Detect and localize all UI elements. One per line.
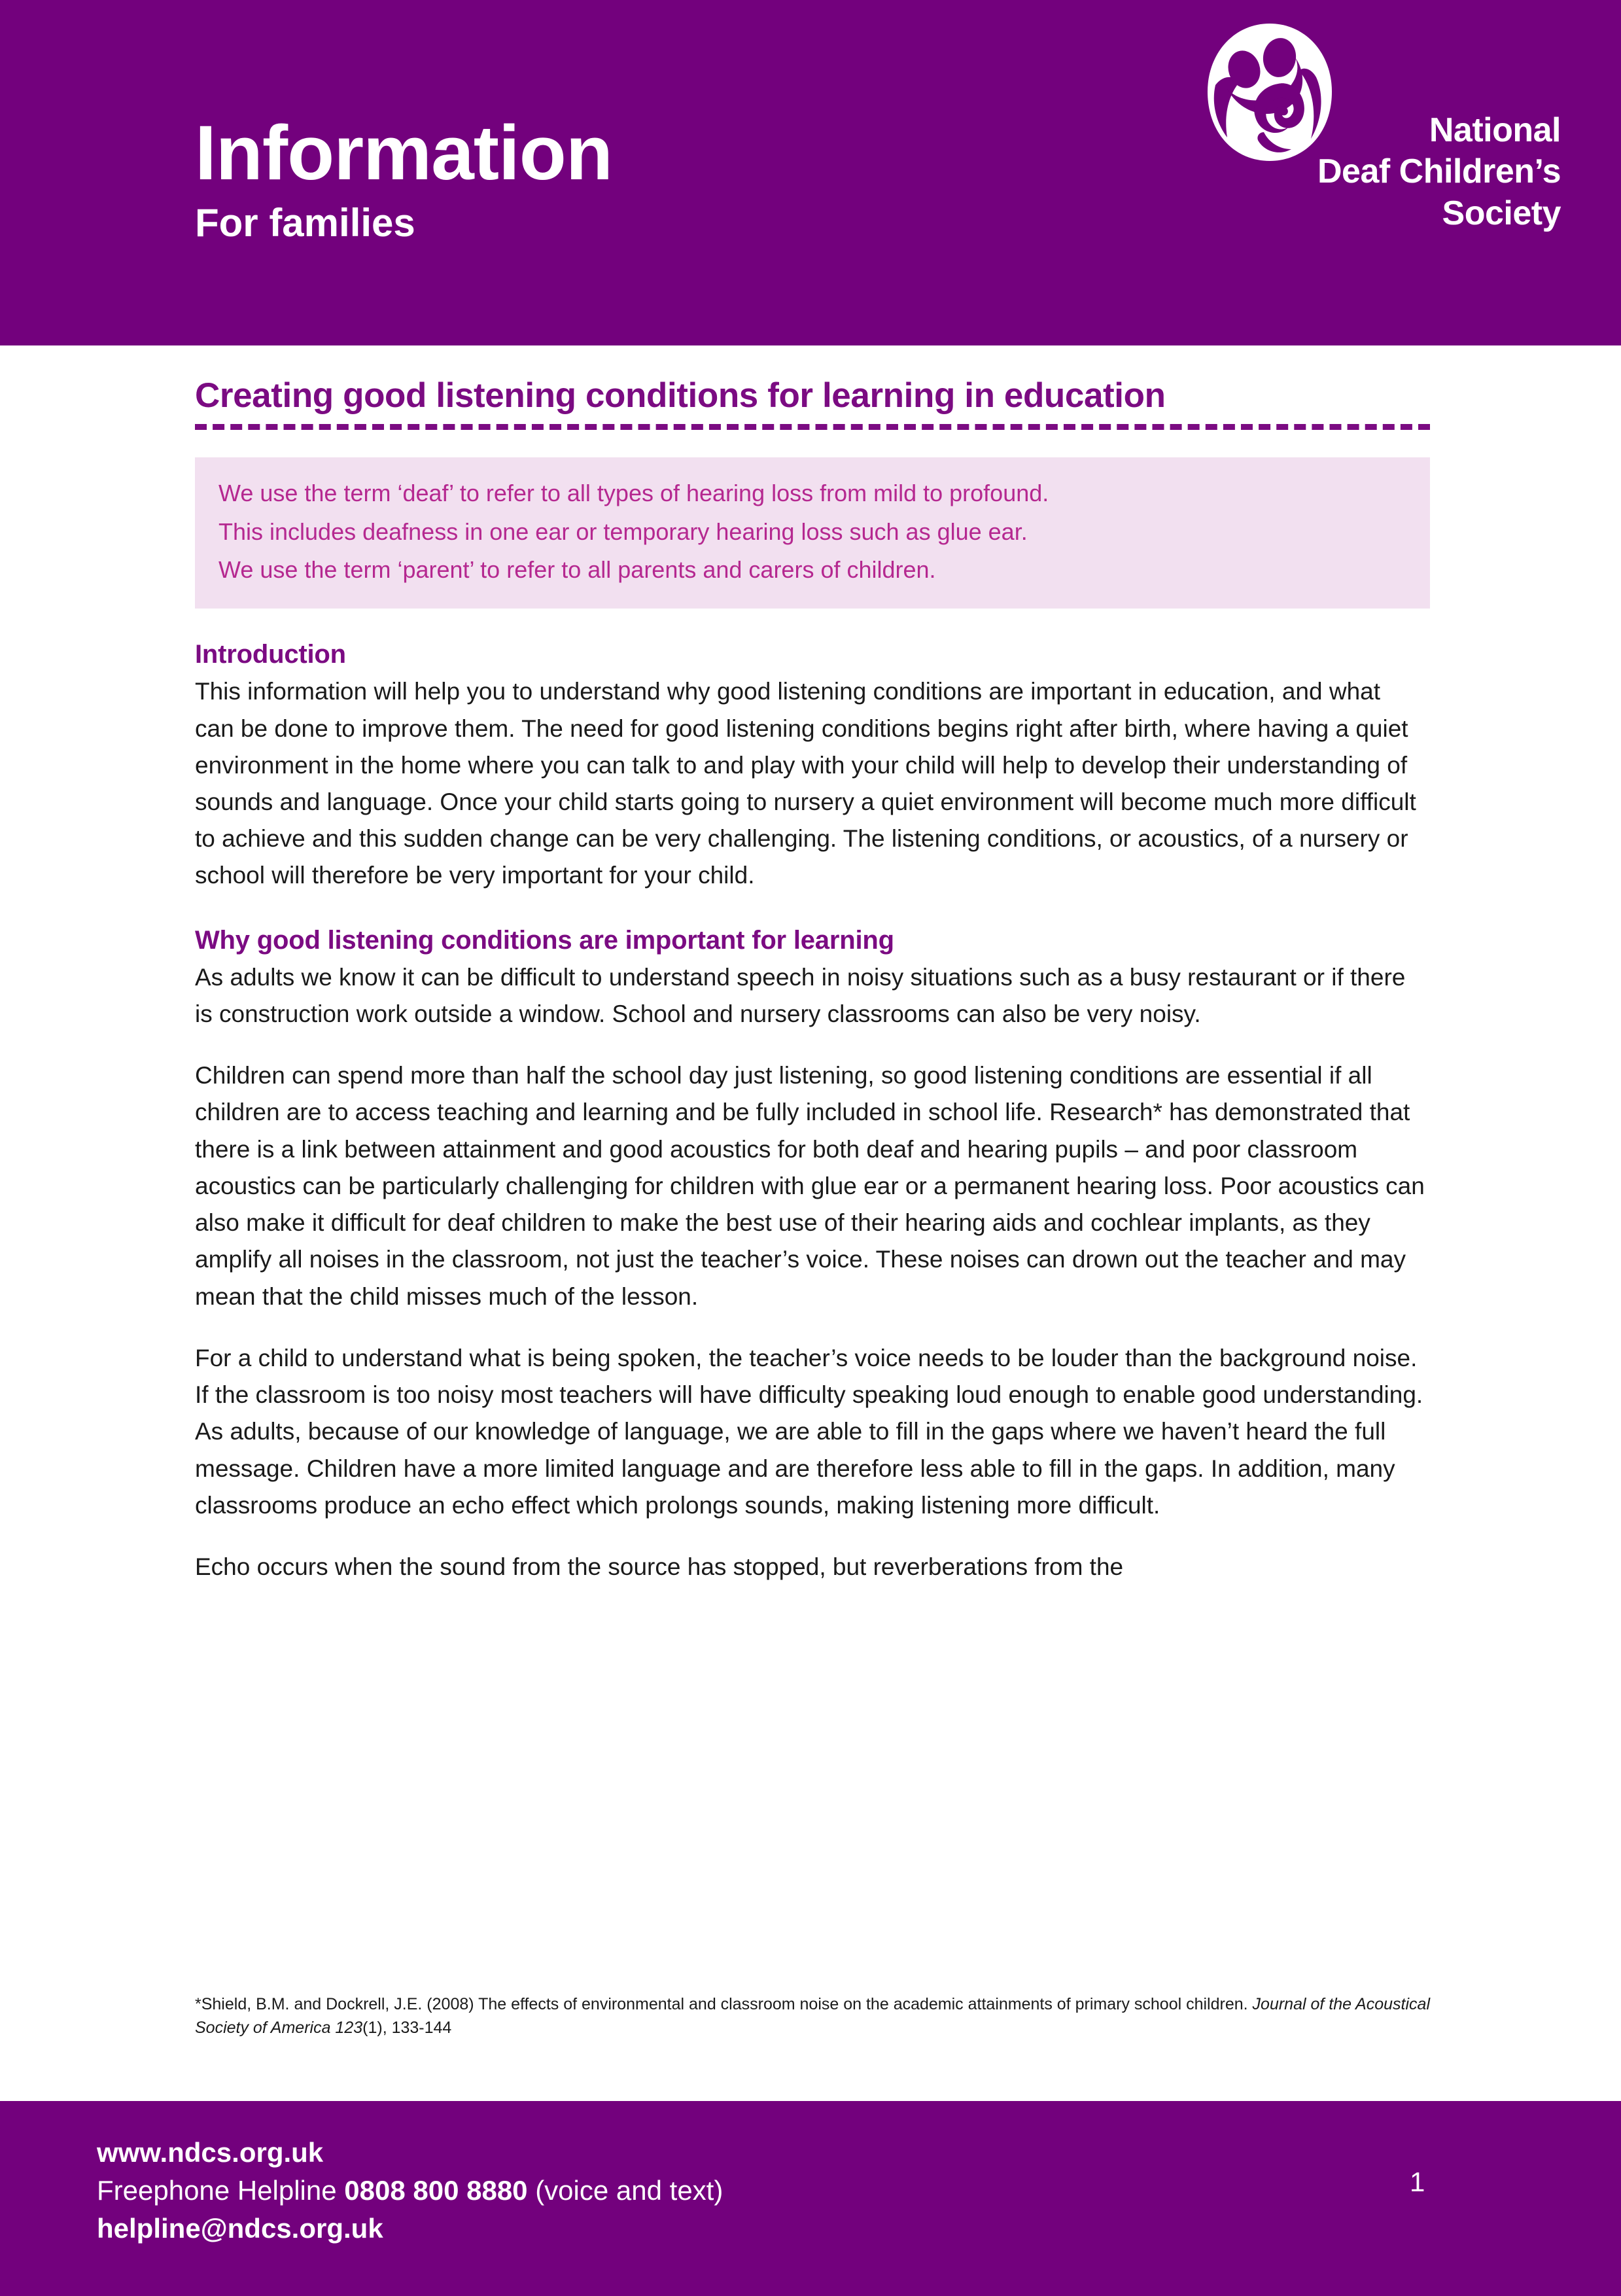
footer-helpline-line	[97, 2172, 723, 2210]
footer-website-url[interactable]: www.ndcs.org.uk	[97, 2137, 324, 2168]
header-title-group	[195, 110, 612, 245]
footer-helpline-label: Freephone Helpline	[97, 2174, 345, 2206]
footer-banner	[0, 2101, 1621, 2296]
terminology-note-box	[195, 457, 1430, 609]
footnote-text-part-2: (1), 133-144	[362, 2019, 452, 2038]
paragraph: As adults we know it can be difficult to understand speech in noisy situations such as a busy restaurant or if there is construction work outside a window. School and nursery classrooms can also be very noisy.	[195, 963, 1406, 1027]
footnote-reference	[195, 1992, 1431, 2040]
footer-helpline-suffix: (voice and text)	[527, 2174, 723, 2206]
paragraph: Children can spend more than half the school day just listening, so good listening conditions are essential if all children are to access teaching and learning and be fully included in school life. Research* has demonstrated that there is a link between attainment and good acoustics for both deaf and hearing pupils – and poor classroom acoustics can be particularly challenging for children with glue ear or a permanent hearing loss. Poor acoustics can also make it difficult for deaf children to make the best use of their hearing aids and cochlear implants, as they amplify all noises in the classroom, not just the teacher’s voice. These noises can drown out the teacher and may mean that the child misses much of the lesson.	[195, 1062, 1425, 1310]
paragraph: This information will help you to understand why good listening conditions are important in education, and what can be done to improve them. The need for good listening conditions begins right after birth, where having a quiet environment in the home where you can talk to and play with your child will help to develop their understanding of sounds and language. Once your child starts going to nursery a quiet environment will become much more difficult to achieve and this sudden change can be very challenging. The listening conditions, or acoustics, of a nursery or school will therefore be very important for your child.	[195, 678, 1416, 889]
title-dotted-divider	[195, 424, 1430, 430]
publication-audience-subtitle: For families	[195, 201, 415, 245]
footer-email-address[interactable]: helpline@ndcs.org.uk	[97, 2212, 383, 2244]
paragraph: For a child to understand what is being spoken, the teacher’s voice needs to be louder than the background noise. If the classroom is too noisy most teachers will have difficulty speaking loud enough to enable good understanding. As adults, because of our knowledge of language, we are able to fill in the gaps where we haven’t heard the full message. Children have a more limited language and are therefore less able to fill in the gaps. In addition, many classrooms produce an echo effect which prolongs sounds, making listening more difficult.	[195, 1344, 1423, 1519]
logo-wordmark-line-1: National	[1429, 111, 1561, 149]
footer-email-line	[97, 2210, 723, 2248]
terminology-note-line: We use the term ‘deaf’ to refer to all types of hearing loss from mild to profound.	[218, 480, 1049, 507]
publication-type-title: Information	[195, 110, 612, 196]
section-heading-introduction: Introduction	[195, 640, 346, 669]
footer-helpline-number[interactable]: 0808 800 8880	[344, 2174, 528, 2206]
logo-wordmark-line-2: Deaf Children’s	[1317, 152, 1561, 191]
paragraph: Echo occurs when the sound from the source has stopped, but reverberations from the	[195, 1553, 1124, 1580]
page-title: Creating good listening conditions for learning in education	[195, 376, 1166, 415]
terminology-note-line: This includes deafness in one ear or temporary hearing loss such as glue ear.	[218, 518, 1028, 545]
main-content	[195, 376, 1431, 1585]
header-banner	[0, 0, 1621, 345]
page-number: 1	[1410, 2166, 1425, 2197]
logo-wordmark	[1317, 31, 1561, 234]
footer-website-line	[97, 2134, 723, 2172]
footnote-text-part-1: *Shield, B.M. and Dockrell, J.E. (2008) The effects of environmental and classroom noise on the academic attainments of primary school children.	[195, 1995, 1253, 2013]
section-heading-why-good-listening: Why good listening conditions are important for learning	[195, 925, 894, 955]
footnote-journal-title: Journal of the Acoustical Society of America 123	[195, 1995, 1430, 2038]
ndcs-circle-logo-icon	[1201, 21, 1338, 165]
terminology-note-line: We use the term ‘parent’ to refer to all parents and carers of children.	[218, 556, 936, 583]
footer-contact-block	[97, 2134, 723, 2248]
logo-wordmark-line-3: Society	[1442, 194, 1561, 232]
organisation-logo	[1317, 31, 1561, 234]
